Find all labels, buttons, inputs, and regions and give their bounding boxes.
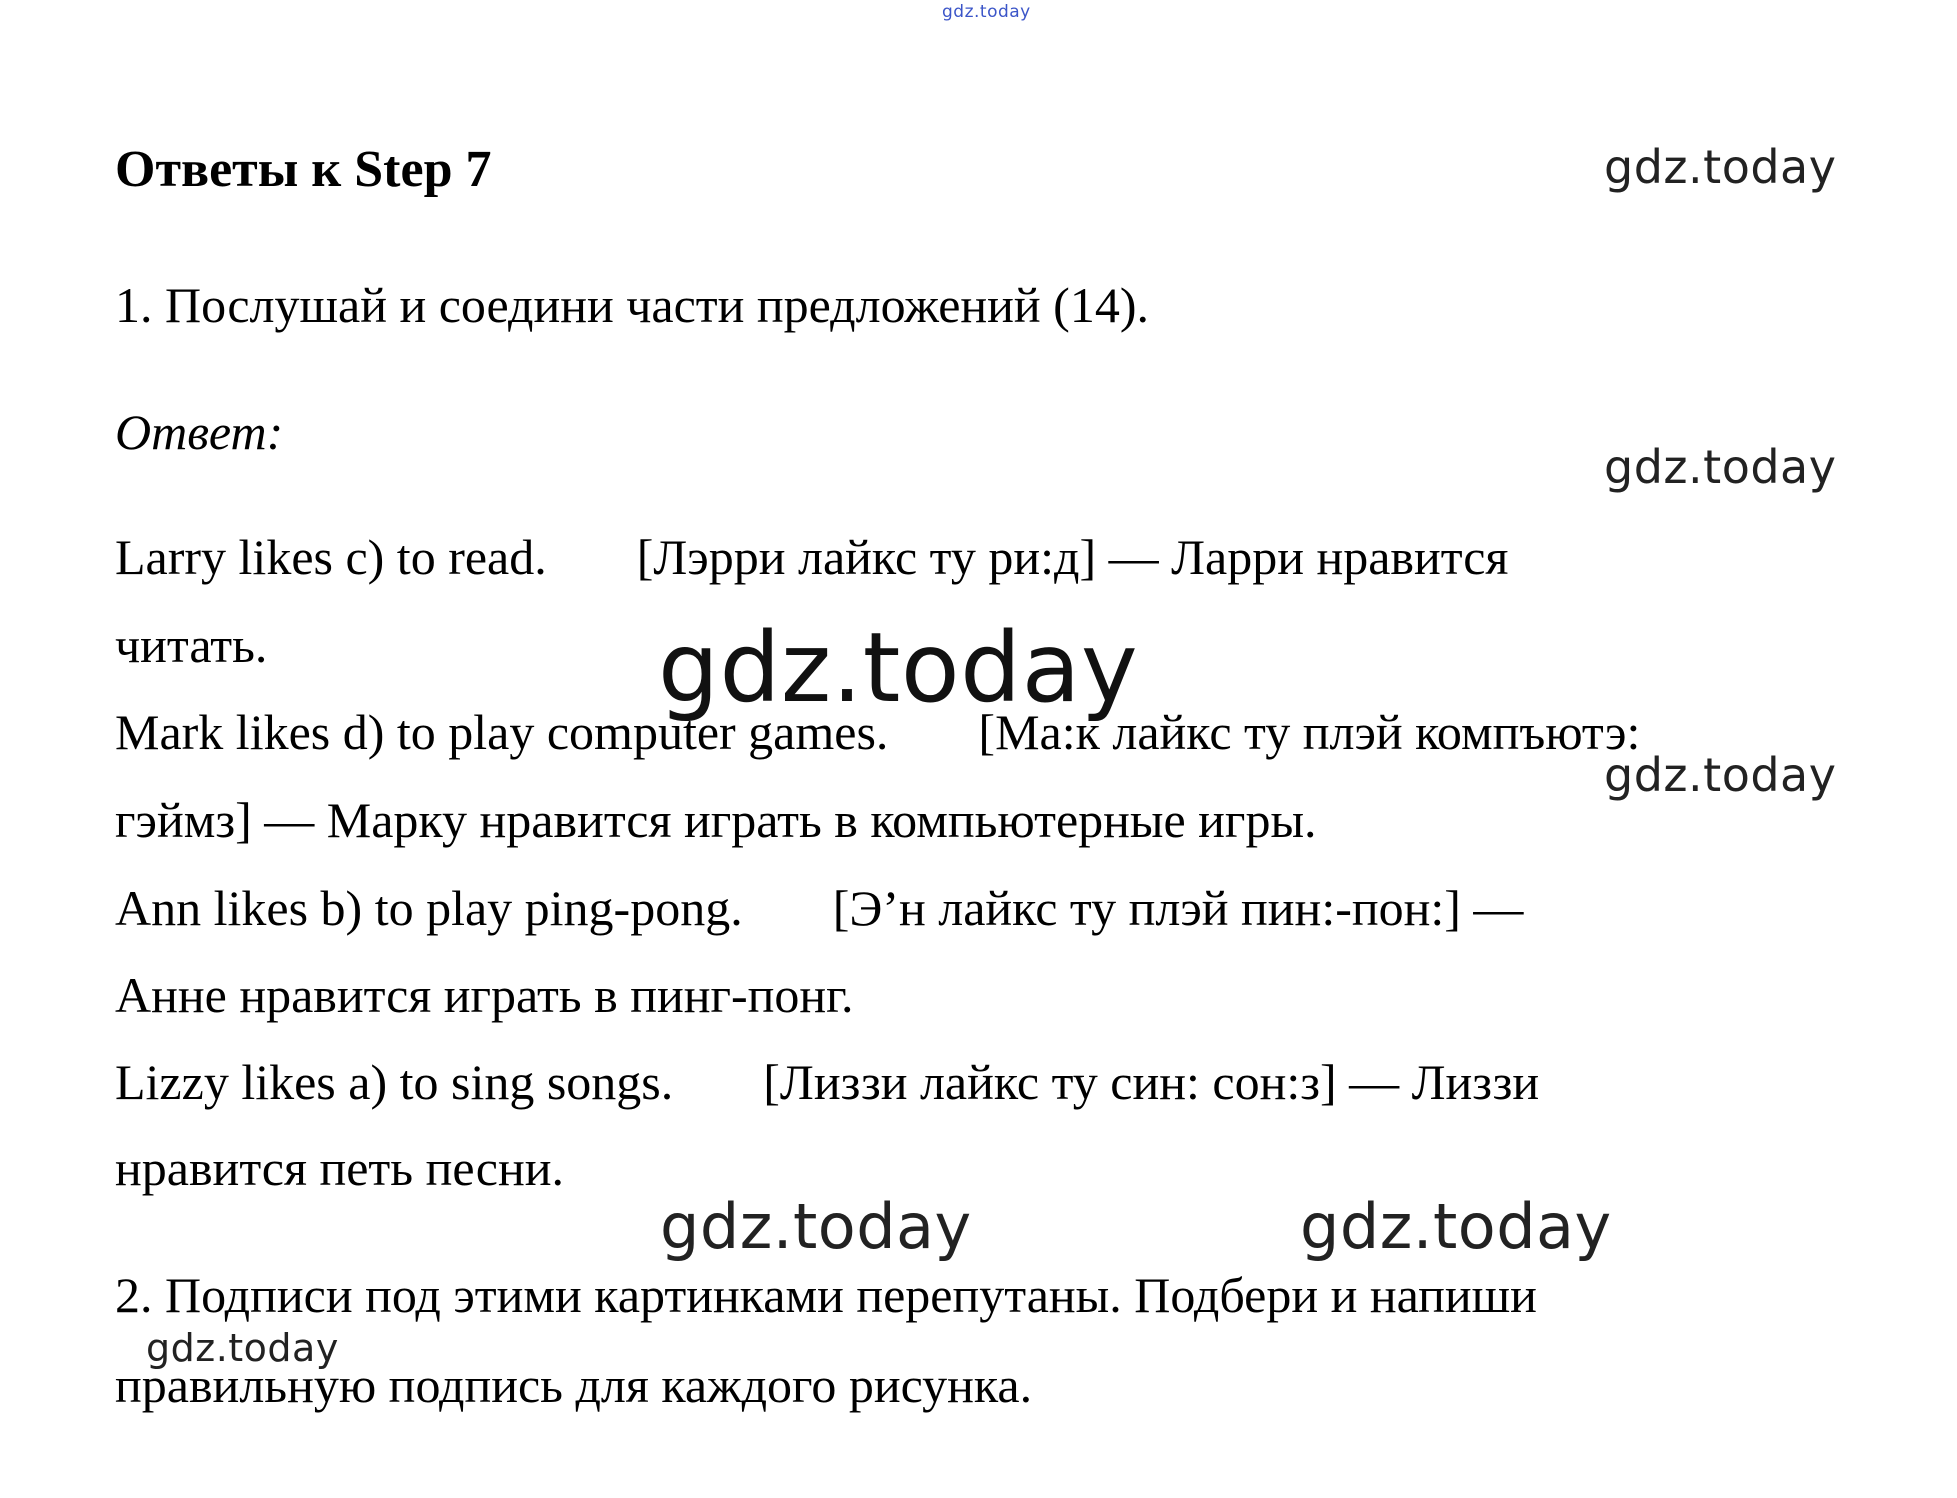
answer-line — [115, 1052, 1539, 1112]
answer-line-continued: гэймз] — Марку нравится играть в компьютерные игры. — [115, 792, 1317, 848]
answer-line-continued: читать. — [115, 617, 268, 673]
watermark: gdz.today — [146, 1326, 339, 1370]
watermark: gdz.today — [1604, 748, 1837, 802]
answer-transcription: [Лиззи лайкс ту син: сон:з] — Лиззи — [763, 1054, 1540, 1110]
answer-english: Larry likes c) to read. — [115, 529, 547, 585]
watermark: gdz.today — [1604, 440, 1837, 494]
task-1-heading: 1. Послушай и соедини части предложений (14). — [115, 277, 1149, 333]
answer-line — [115, 527, 1508, 587]
watermark: gdz.today — [1300, 1190, 1612, 1263]
answer-line-continued: Анне нравится играть в пинг-понг. — [115, 967, 854, 1023]
answer-transcription: [Э’н лайкс ту плэй пин:-пон:] — — [832, 880, 1524, 936]
watermark: gdz.today — [660, 1190, 972, 1263]
answer-english: Lizzy likes a) to sing songs. — [115, 1054, 674, 1110]
answer-transcription: [Ма:к лайкс ту плэй компъютэ: — [978, 704, 1641, 760]
watermark: gdz.today — [1604, 140, 1837, 194]
watermark-large: gdz.today — [658, 612, 1139, 724]
answer-line — [115, 878, 1523, 938]
task-2-heading: 2. Подписи под этими картинками перепутаны. Подбери и напиши — [115, 1267, 1537, 1323]
answer-transcription: [Лэрри лайкс ту ри:д] — Ларри нравится — [636, 529, 1509, 585]
watermark-top: gdz.today — [942, 2, 1031, 22]
page-title: Ответы к Step 7 — [115, 141, 492, 198]
answer-english: Ann likes b) to play ping-pong. — [115, 880, 743, 936]
answer-label: Ответ: — [115, 404, 284, 460]
answer-line-continued: нравится петь песни. — [115, 1140, 564, 1196]
task-2-heading-continued: правильную подпись для каждого рисунка. — [115, 1357, 1033, 1413]
answer-english: Mark likes d) to play computer games. — [115, 704, 889, 760]
